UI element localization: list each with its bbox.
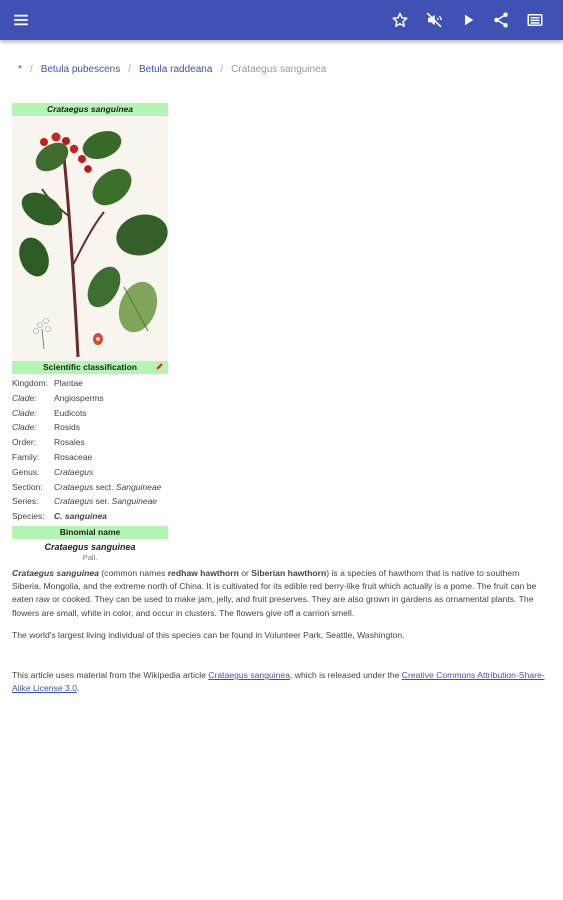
view-list-icon[interactable] <box>523 8 547 32</box>
row-value-rank: sect. <box>93 481 116 492</box>
article-body <box>12 567 550 704</box>
row-value-epithet: Sanguineae <box>111 496 158 507</box>
row-key: Family: <box>12 451 40 462</box>
row-value[interactable]: Rosids <box>54 422 80 433</box>
row-value[interactable]: Rosaceae <box>54 451 93 462</box>
classification-row-clade <box>12 391 168 406</box>
breadcrumb-separator: / <box>220 64 224 75</box>
row-value-epithet: Sanguineae <box>115 481 162 492</box>
text-span: (common names <box>98 568 168 578</box>
row-key: Clade: <box>12 422 37 433</box>
classification-row-kingdom <box>12 376 168 391</box>
share-icon[interactable] <box>489 8 513 32</box>
breadcrumb <box>18 64 326 75</box>
common-name: redhaw hawthorn <box>167 568 239 578</box>
scientific-classification-header: Scientific classification <box>12 361 168 374</box>
classification-row-series <box>12 494 168 509</box>
license-link[interactable]: Creative Commons Attribution-Share-Alike License 3.0 <box>12 670 545 694</box>
breadcrumb-separator: / <box>128 64 131 75</box>
row-value: C. sanguinea <box>54 511 107 522</box>
binomial-name-header: Binomial name <box>12 526 168 539</box>
classification-row-genus <box>12 465 168 480</box>
taxobox-title: Crataegus sanguinea <box>12 103 168 116</box>
classification-row-section <box>12 480 168 495</box>
breadcrumb-home[interactable]: * <box>18 64 22 75</box>
classification-row-species <box>12 509 168 524</box>
article-paragraph: The world's largest living individual of this species can be found in Volunteer Park, Seattle, Washington. <box>12 629 405 640</box>
row-key: Genus: <box>12 466 40 477</box>
row-value[interactable]: Eudicots <box>54 407 87 418</box>
app-bar <box>0 0 563 40</box>
breadcrumb-item-betula-raddeana[interactable]: Betula raddeana <box>138 64 213 75</box>
license-notice <box>12 669 550 695</box>
binomial-name: Crataegus sanguinea <box>44 541 136 552</box>
menu-icon[interactable] <box>9 8 33 32</box>
classification-row-family <box>12 450 168 465</box>
row-value[interactable] <box>54 480 168 495</box>
row-value-rank: ser. <box>93 496 112 507</box>
common-name: Siberian hawthorn <box>251 568 327 578</box>
binomial-author[interactable]: Pall. <box>82 552 98 562</box>
breadcrumb-current: Crataegus sanguinea <box>231 64 327 75</box>
text-span: . <box>76 683 80 694</box>
article-subject: Crataegus sanguinea <box>12 568 99 578</box>
text-span: or <box>238 568 252 578</box>
row-value[interactable]: Angiosperms <box>54 392 104 403</box>
wikipedia-article-link[interactable]: Crataegus sanguinea <box>208 670 290 681</box>
play-icon[interactable] <box>456 8 480 32</box>
breadcrumb-item-betula-pubescens[interactable]: Betula pubescens <box>40 64 121 75</box>
plant-illustration[interactable] <box>12 117 168 361</box>
row-key: Section: <box>12 481 43 492</box>
classification-rows <box>12 376 168 524</box>
row-key: Clade: <box>12 407 37 418</box>
row-value[interactable]: Rosales <box>54 437 85 448</box>
text-span: This article uses material from the Wikipedia article <box>12 670 209 681</box>
article-paragraph <box>12 567 550 620</box>
row-key: Order: <box>12 437 37 448</box>
classification-row-clade <box>12 406 168 421</box>
row-value-genus: Crataegus <box>54 481 94 492</box>
star-icon[interactable] <box>388 8 412 32</box>
row-value[interactable]: Plantae <box>54 378 83 388</box>
text-span: , which is released under the <box>290 670 402 681</box>
row-value[interactable] <box>54 494 168 509</box>
breadcrumb-separator: / <box>29 64 33 75</box>
taxobox <box>12 103 168 562</box>
row-key: Clade: <box>12 392 37 403</box>
row-key: Series: <box>12 496 39 507</box>
classification-row-order <box>12 435 168 450</box>
row-key: Species: <box>12 511 45 522</box>
edit-pencil-icon[interactable] <box>154 362 164 372</box>
text-span: ) is a species of hawthorn that is native to southern Siberia, Mongolia, and the extreme north of China. It is cultivated for its edible red berry-like fruit which actually is a pome. The fruit can be eaten raw or cooked. They can be used to make jam, jelly, and fruit preserves. They are also grown in gardens as ornamental plants. The flowers are small, white in color, and occur in clusters. The flowers give off a carrion smell. <box>12 568 537 618</box>
classification-row-clade <box>12 420 168 435</box>
row-value[interactable]: Crataegus <box>54 466 94 477</box>
row-key: Kingdom: <box>12 378 48 388</box>
row-value-genus: Crataegus <box>54 496 94 507</box>
volume-off-icon[interactable] <box>422 8 446 32</box>
